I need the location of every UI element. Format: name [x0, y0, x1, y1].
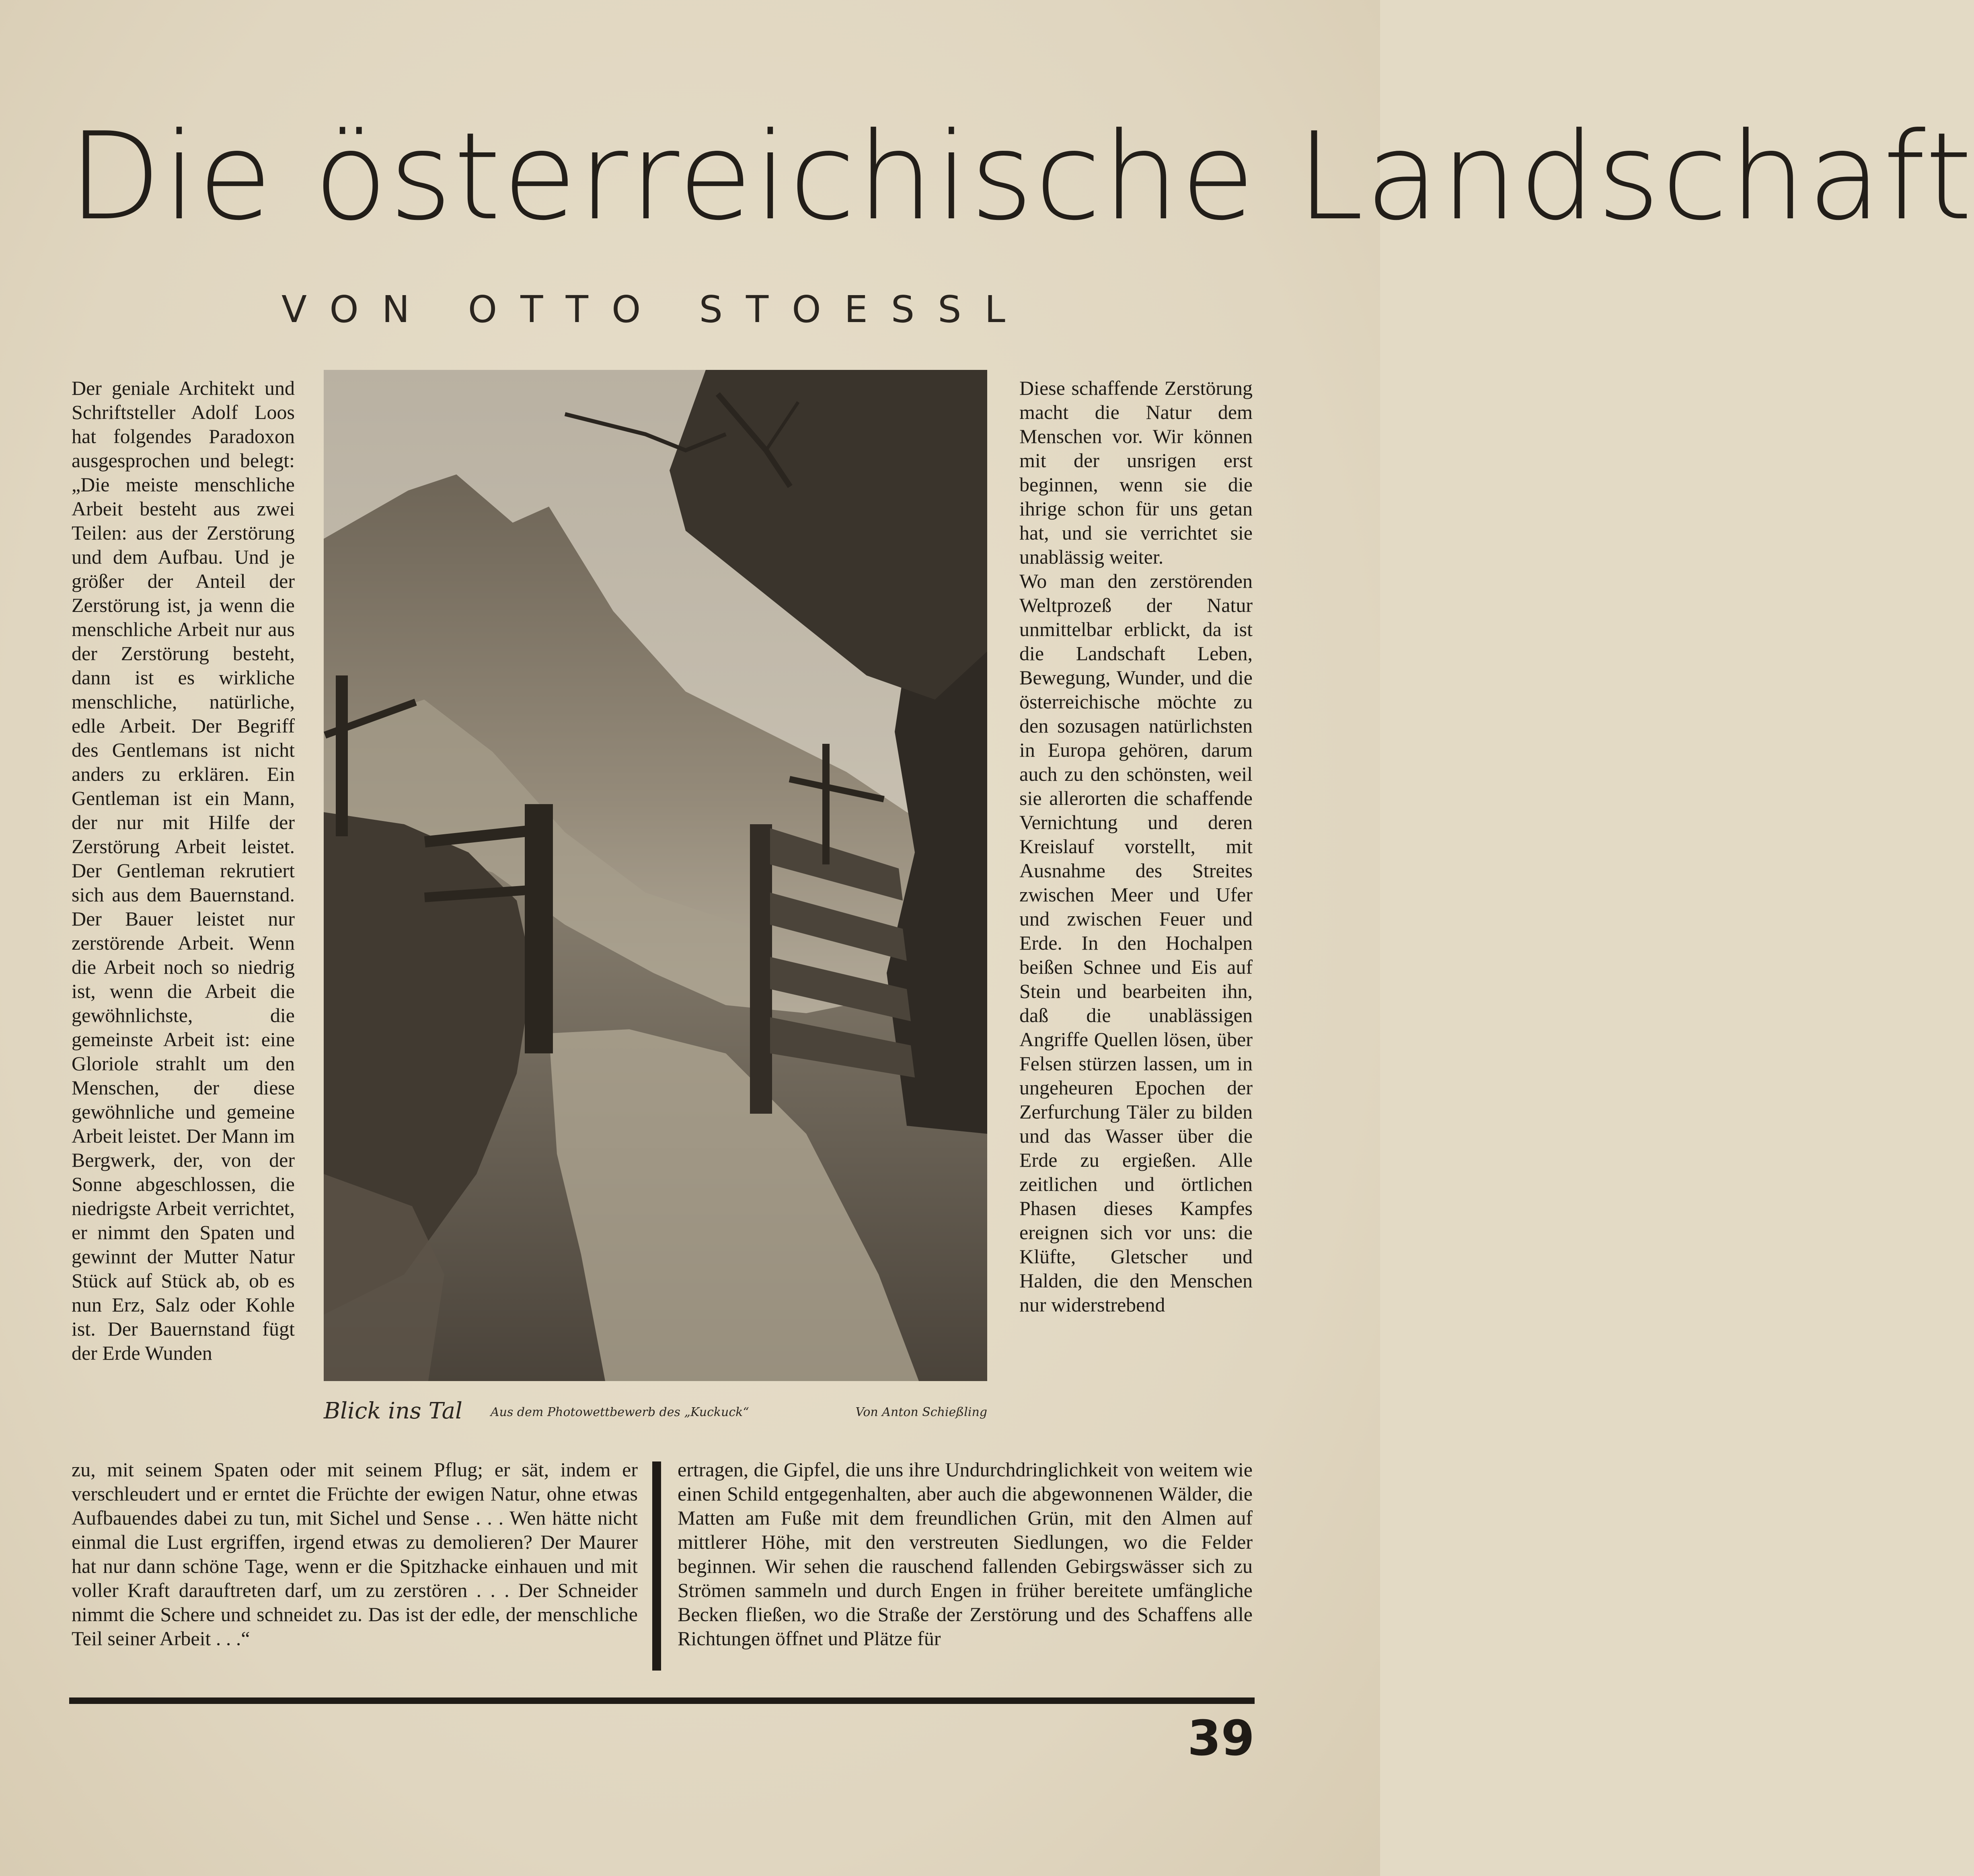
- page-number: 39: [1187, 1711, 1255, 1767]
- photo-caption-source: Aus dem Photowettbewerb des „Kuckuck“: [491, 1405, 749, 1419]
- paragraph-right-2: Wo man den zerstörenden Weltprozeß der Natur unmittelbar erblickt, da ist die Landschaft Leben, Bewegung, Wunder, und die österreichische möchte zu den sozusagen natürlichsten in Europa gehören, darum auch zu den schönsten, weil sie allerorten die schaffende Vernichtung und deren Kreislauf vorstellt, mit Ausnahme des Streites zwischen Meer und Ufer und zwischen Feuer und Erde. In den Hochalpen beißen Schnee und Eis auf Stein und bearbeiten ihn, daß die unablässigen Angriffe Quellen lösen, über Felsen stürzen lassen, um in ungeheuren Epochen der Zerfurchung Täler zu bilden und das Wasser über die Erde zu ergießen. Alle zeitlichen und örtlichen Phasen dieses Kampfes ereignen sich vor uns: die Klüfte, Gletscher und Halden, die den Menschen nur widerstrebend: [1019, 570, 1253, 1316]
- text-column-bottom-left: [72, 1457, 638, 1683]
- landscape-photo: [324, 370, 987, 1381]
- article-author: VON OTTO STOESSL: [281, 288, 1029, 331]
- paragraph-bottom-left: zu, mit seinem Spaten oder mit seinem Pflug; er sät, indem er verschleudert und er erntet die Früchte der ewigen Natur, ohne etwas Aufbauendes dabei zu tun, mit Sichel und Sense . . . Wen hätte nicht einmal die Lust ergriffen, irgend etwas zu demolieren? Der Maurer hat nur dann schöne Tage, wenn er die Spitzhacke einhauen und mit voller Kraft darauftreten darf, um zu zerstören . . . Der Schneider nimmt die Schere und schneidet zu. Das ist der edle, der menschliche Teil seiner Arbeit . . .“: [72, 1458, 638, 1650]
- paragraph-left: Der geniale Architekt und Schriftsteller Adolf Loos hat folgendes Paradoxon ausgesprochen und belegt: „Die meiste menschliche Arbeit besteht aus zwei Teilen: aus der Zerstörung und dem Aufbau. Und je größer der Anteil der Zerstörung ist, ja wenn die menschliche Arbeit nur aus der Zerstörung besteht, dann ist es wirkliche menschliche, natürliche, edle Arbeit. Der Begriff des Gentlemans ist nicht anders zu erklären. Ein Gentleman ist ein Mann, der nur mit Hilfe der Zerstörung Arbeit leistet. Der Gentleman rekrutiert sich aus dem Bauernstand. Der Bauer leistet nur zerstörende Arbeit. Wenn die Arbeit noch so niedrig ist, wenn die Arbeit die gewöhnlichste, die gemeinste Arbeit ist: eine Gloriole strahlt um den Menschen, der diese gewöhnliche und gemeine Arbeit leistet. Der Mann im Bergwerk, der, von der Sonne abgeschlossen, die niedrigste Arbeit verrichtet, er nimmt den Spaten und gewinnt der Mutter Natur Stück auf Stück ab, ob es nun Erz, Salz oder Kohle ist. Der Bauernstand fügt der Erde Wunden: [72, 377, 295, 1364]
- photo-caption-credit: Von Anton Schießling: [855, 1405, 987, 1419]
- paragraph-right-1: Diese schaffende Zerstörung macht die Natur dem Menschen vor. Wir können mit der unsrigen erst beginnen, wenn sie die ihrige schon für uns getan hat, und sie verrichtet sie unablässig weiter.: [1019, 377, 1253, 568]
- text-column-bottom-right: [678, 1457, 1253, 1683]
- article-title: Die österreichische Landschaft: [68, 107, 1974, 247]
- paragraph-bottom-right: ertragen, die Gipfel, die uns ihre Undurchdringlichkeit von weitem wie einen Schild entgegenhalten, aber auch die abgewonnenen Wälder, die Matten am Fuße mit dem freundlichen Grün, mit den Almen auf mittlerer Höhe, mit den verstreuten Siedlungen, wo die Felder beginnen. Wir sehen die rauschend fallenden Gebirgswässer sich zu Strömen sammeln und durch Engen in früher bereitete umfängliche Becken fließen, wo die Straße der Zerstörung und des Schaffens alle Richtungen öffnet und Plätze für: [678, 1458, 1253, 1650]
- text-column-right: [1019, 376, 1253, 1461]
- footer-rule: [69, 1697, 1255, 1704]
- column-divider: [652, 1461, 661, 1671]
- text-column-left: [72, 376, 295, 1461]
- photo-caption-title: Blick ins Tal: [324, 1398, 462, 1424]
